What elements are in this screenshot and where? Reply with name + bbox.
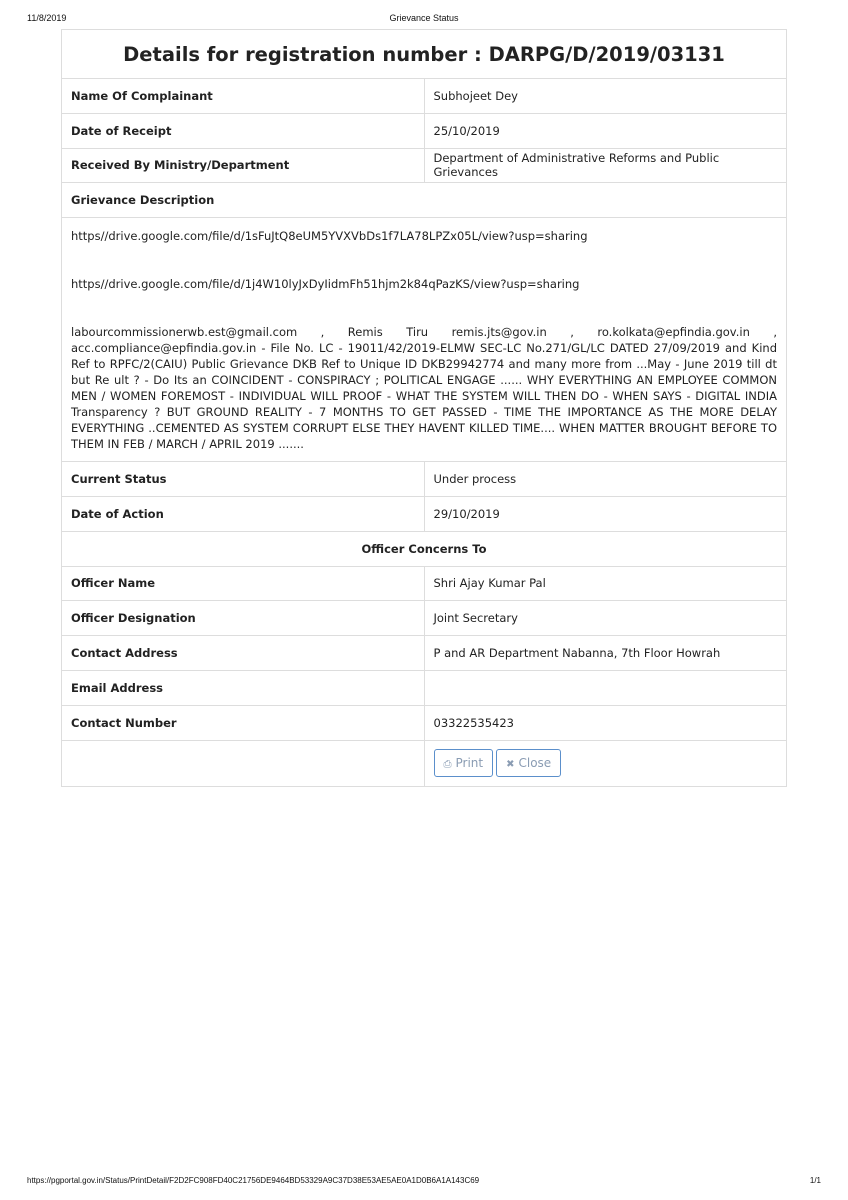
table-row (62, 462, 787, 497)
close-button-label: Close (518, 756, 552, 771)
print-header (0, 13, 848, 25)
receipt-date-value: 25/10/2019 (424, 113, 787, 148)
officer-designation-label: Officer Designation (62, 601, 425, 636)
contact-address-value: P and AR Department Nabanna, 7th Floor Howrah (424, 636, 787, 671)
table-row (62, 496, 787, 531)
action-date-value: 29/10/2019 (424, 496, 787, 531)
officer-designation-value: Joint Secretary (424, 601, 787, 636)
actions-row (62, 740, 787, 786)
page-number: 1/1 (809, 1176, 821, 1185)
description-label: Grievance Description (62, 183, 787, 218)
title-row (62, 30, 787, 79)
contact-number-value: 03322535423 (424, 705, 787, 740)
email-address-value (424, 670, 787, 705)
complainant-name-value: Subhojeet Dey (424, 79, 787, 114)
action-date-label: Date of Action (62, 496, 425, 531)
table-row (62, 705, 787, 740)
receipt-date-label: Date of Receipt (62, 113, 425, 148)
print-button[interactable] (434, 749, 494, 777)
grievance-details-table (61, 29, 787, 787)
description-text: labourcommissionerwb.est@gmail.com , Remis Tiru remis.jts@gov.in , ro.kolkata@epfindia.gov.in , acc.compliance@epfindia.gov.in - File No. LC - 19011/42/2019-ELMW SEC-LC No.271/GL/LC DATED 27/09/2019 and Kind Ref to RPFC/2(CAIU) Public Grievance DKB Ref to Unique ID DKB29942774 and many more from ...May - June 2019 till dt but Re ult ? - Do Its an COINCIDENT - CONSPIRACY ; POLITICAL ENGAGE ...... WHY EVERYTHING AN EMPLOYEE COMMON MEN / WOMEN FOREMOST - INDIVIDUAL WILL PROOF - WHAT THE SYSTEM WILL THEN DO - WHEN SAYS - DIGITAL INDIA Transparency ? BUT GROUND REALITY - 7 MONTHS TO GET PASSED - TIME THE IMPORTANCE AS THE MORE DELAY EVERYTHING ..CEMENTED AS SYSTEM CORRUPT ELSE THEY HAVENT KILLED TIME.... WHEN MATTER BROUGHT BEFORE TO THEM IN FEB / MARCH / APRIL 2019 ....... (71, 325, 777, 452)
complainant-name-label: Name Of Complainant (62, 79, 425, 114)
description-row (62, 218, 787, 462)
table-row (62, 113, 787, 148)
table-row (62, 183, 787, 218)
actions-cell (424, 740, 787, 786)
table-row (62, 601, 787, 636)
close-button[interactable] (496, 749, 561, 777)
description-link-2: https//drive.google.com/file/d/1j4W10lyJxDyIidmFh51hjm2k84qPazKS/view?usp=sharing (71, 277, 580, 292)
table-row (62, 148, 787, 183)
close-icon: ✖ (506, 759, 515, 771)
print-button-label: Print (455, 756, 484, 771)
current-status-label: Current Status (62, 462, 425, 497)
page-title: Details for registration number : DARPG/D/2019/03131 (62, 30, 787, 79)
officer-name-value: Shri Ajay Kumar Pal (424, 566, 787, 601)
officer-name-label: Officer Name (62, 566, 425, 601)
description-cell (62, 218, 787, 462)
empty-cell (62, 740, 425, 786)
print-url: https://pgportal.gov.in/Status/PrintDetail/F2D2FC908FD40C21756DE9464BD53329A9C37D38E53AE5AE0A1D0B6A1A143C69 (27, 1176, 480, 1185)
table-row (62, 636, 787, 671)
officer-section-title: Officer Concerns To (62, 531, 787, 566)
table-row (62, 79, 787, 114)
table-row (62, 670, 787, 705)
table-row (62, 566, 787, 601)
ministry-value: Department of Administrative Reforms and Public Grievances (424, 148, 787, 183)
current-status-value: Under process (424, 462, 787, 497)
print-date: 11/8/2019 (27, 13, 67, 23)
officer-section-row (62, 531, 787, 566)
printer-icon: ⎙ (443, 759, 452, 771)
print-footer (0, 1176, 848, 1188)
contact-number-label: Contact Number (62, 705, 425, 740)
print-title: Grievance Status (389, 13, 459, 23)
description-link-1: https//drive.google.com/file/d/1sFuJtQ8eUM5YVXVbDs1f7LA78LPZx05L/view?usp=sharing (71, 229, 588, 244)
contact-address-label: Contact Address (62, 636, 425, 671)
email-address-label: Email Address (62, 670, 425, 705)
ministry-label: Received By Ministry/Department (62, 148, 425, 183)
